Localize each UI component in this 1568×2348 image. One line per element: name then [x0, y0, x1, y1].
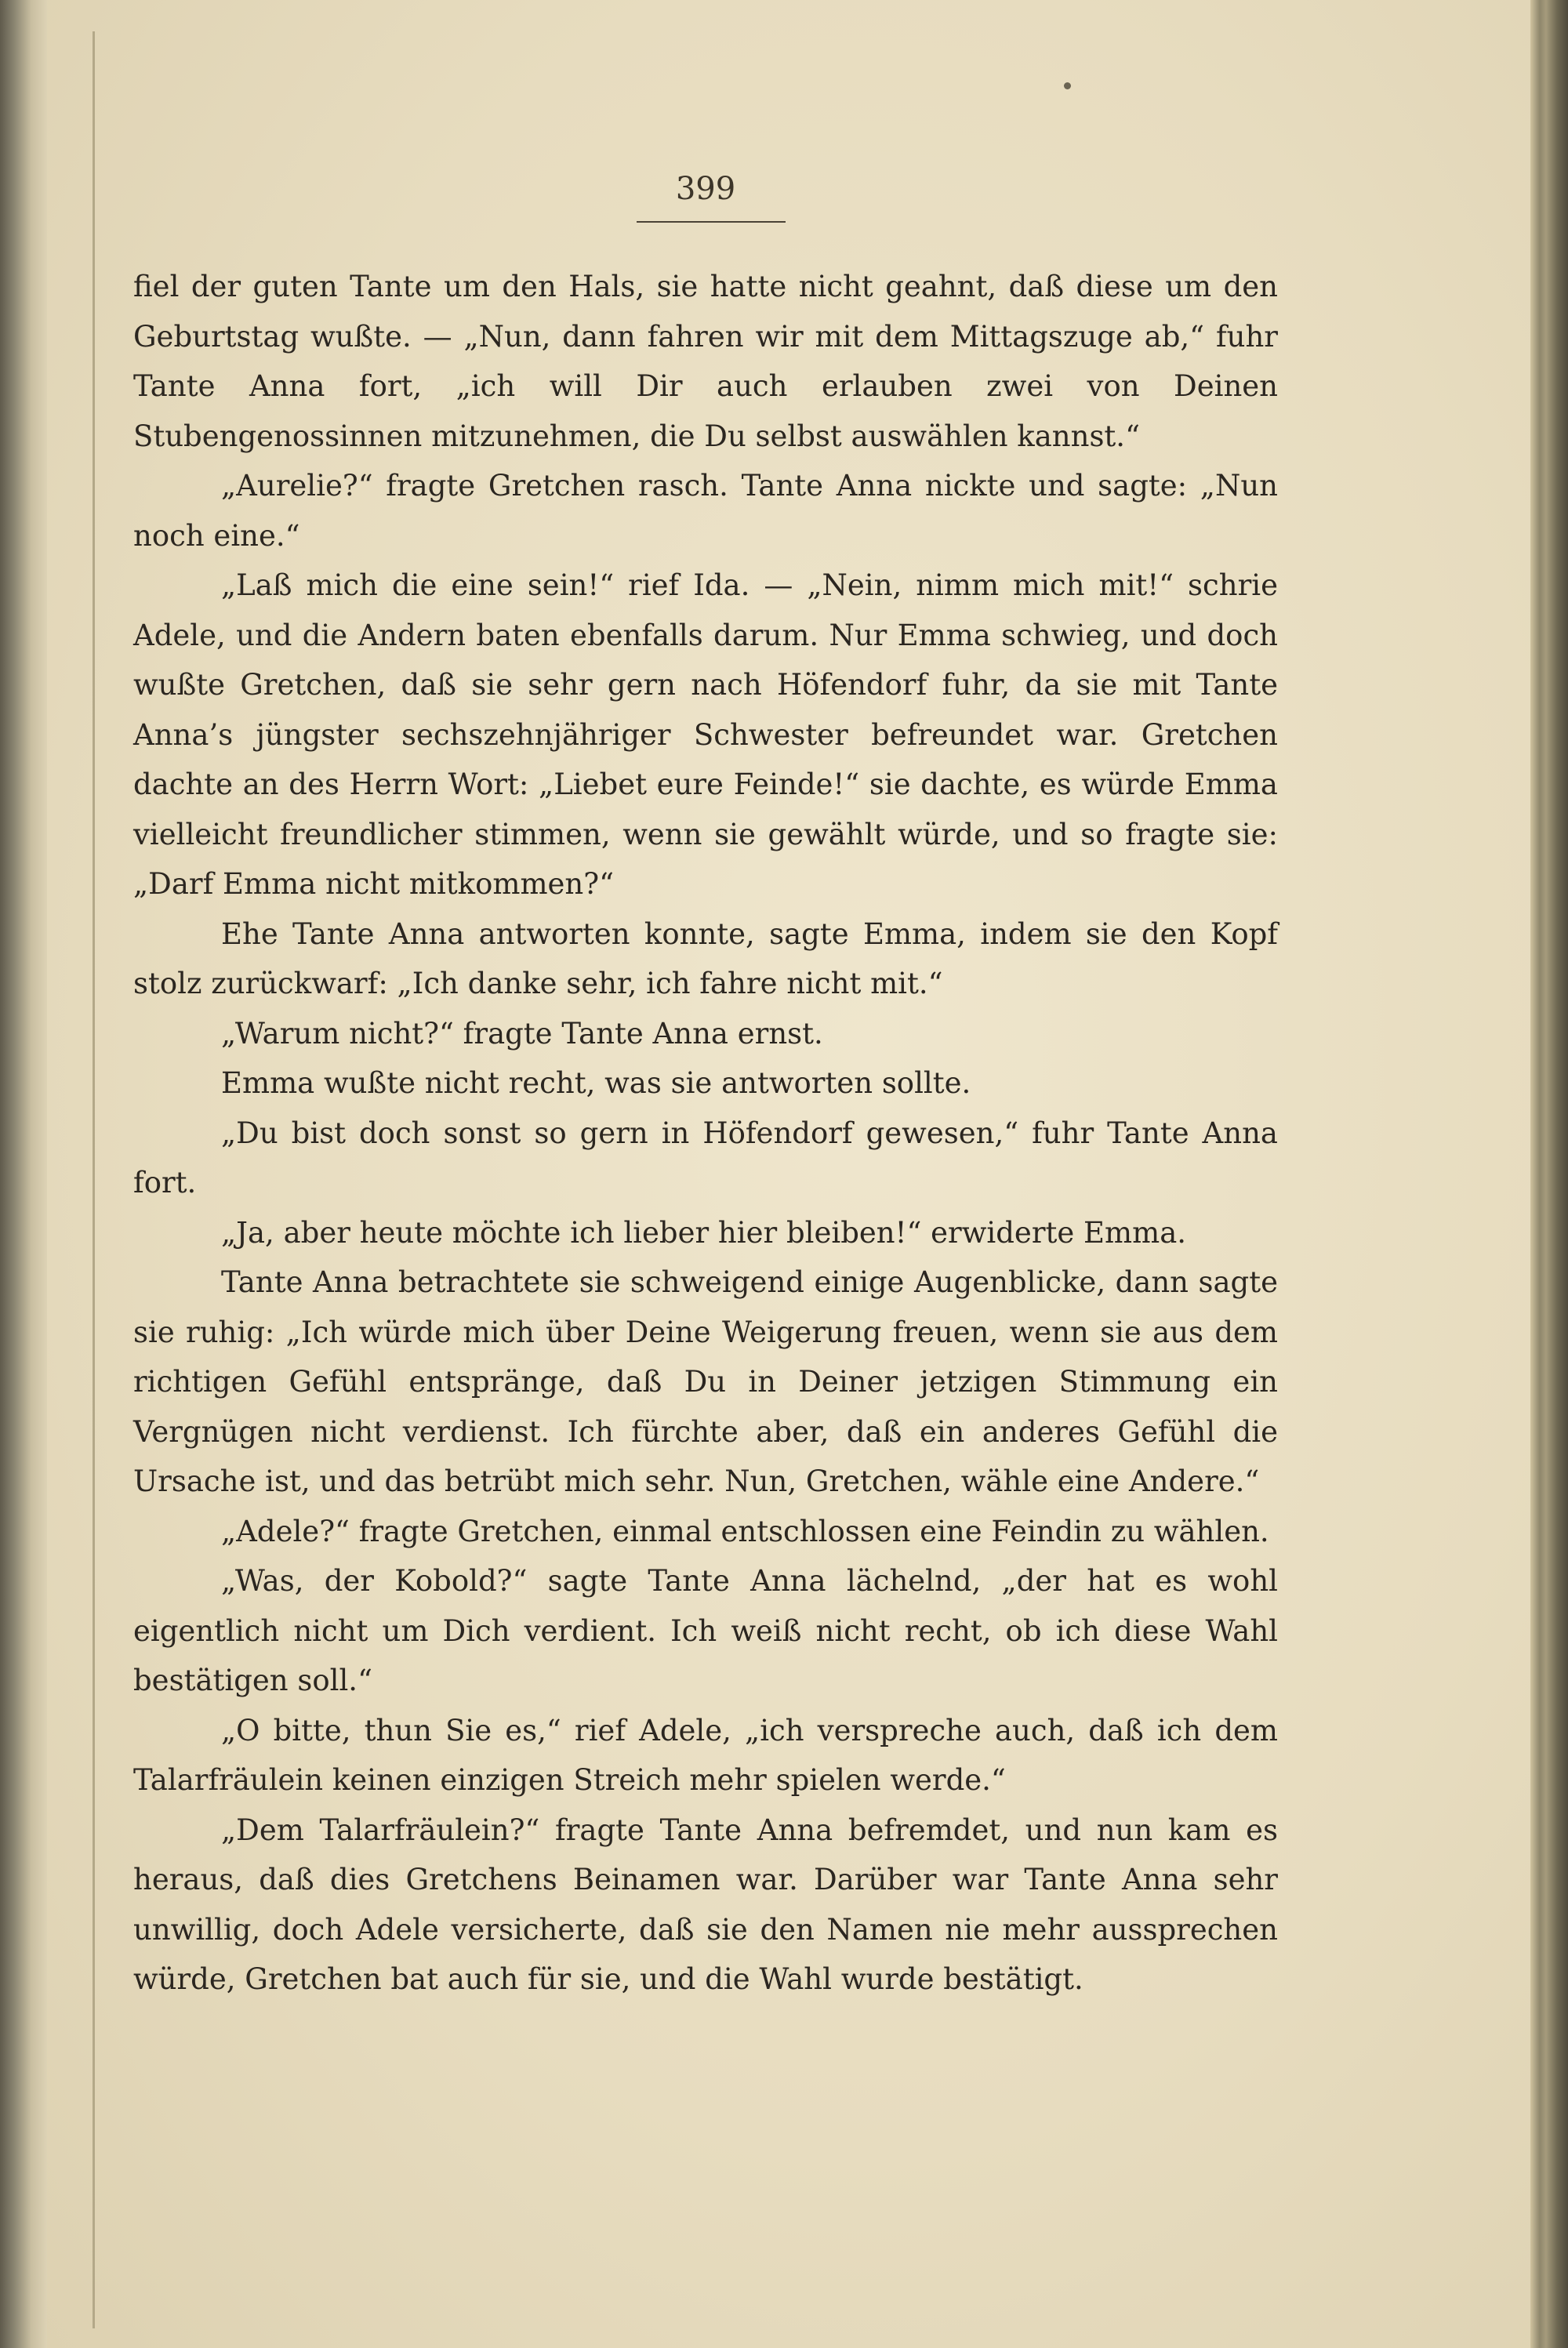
paragraph: „Du bist doch sonst so gern in Höfendorf gewesen,“ fuhr Tante Anna fort.: [133, 1116, 1278, 1199]
paper-fleck: [1064, 82, 1071, 89]
paragraph: Emma wußte nicht recht, was sie antworten sollte.: [221, 1066, 971, 1100]
paragraph: „Dem Talarfräulein?“ fragte Tante Anna befremdet, und nun kam es heraus, daß dies Gretchens Beinamen war. Darüber war Tante Anna sehr unwillig, doch Adele versicherte, daß sie den Namen nie mehr aussprechen würde, Gretchen bat auch für sie, und die Wahl wurde bestätigt.: [133, 1813, 1278, 1996]
book-binding: [0, 0, 47, 2348]
paragraph: „Warum nicht?“ fragte Tante Anna ernst.: [221, 1016, 823, 1051]
paragraph: „Ja, aber heute möchte ich lieber hier bleiben!“ erwiderte Emma.: [221, 1215, 1187, 1250]
paragraph: „Adele?“ fragte Gretchen, einmal entschlossen eine Feindin zu wählen.: [221, 1514, 1269, 1548]
paragraph: „Was, der Kobold?“ sagte Tante Anna lächelnd, „der hat es wohl eigentlich nicht um Dich verdient. Ich weiß nicht recht, ob ich diese Wahl bestätigen soll.“: [133, 1564, 1278, 1697]
page-number-rule: [637, 221, 786, 223]
paragraph: Ehe Tante Anna antworten konnte, sagte Emma, indem sie den Kopf stolz zurückwarf: „Ich danke sehr, ich fahre nicht mit.“: [133, 916, 1278, 1000]
paragraph: Tante Anna betrachtete sie schweigend einige Augenblicke, dann sagte sie ruhig: „Ich würde mich über Deine Weigerung freuen, wenn sie aus dem richtigen Gefühl entspränge, daß Du in Deiner jetzigen Stimmung ein Vergnügen nicht verdienst. Ich fürchte aber, daß ein anderes Gefühl die Ursache ist, und das betrübt mich sehr. Nun, Gretchen, wähle eine Andere.“: [133, 1265, 1278, 1498]
paragraph: „Laß mich die eine sein!“ rief Ida. — „Nein, nimm mich mit!“ schrie Adele, und die Andern baten ebenfalls darum. Nur Emma schwieg, und doch wußte Gretchen, daß sie sehr gern nach Höfendorf fuhr, da sie mit Tante Anna’s jüngster sechszehnjähriger Schwester befreundet war. Gretchen dachte an des Herrn Wort: „Liebet eure Feinde!“ sie dachte, es würde Emma vielleicht freundlicher stimmen, wenn sie gewählt würde, und so fragte sie: „Darf Emma nicht mitkommen?“: [133, 568, 1278, 901]
paragraph: „O bitte, thun Sie es,“ rief Adele, „ich verspreche auch, daß ich dem Talarfräulein keinen einzigen Streich mehr spielen werde.“: [133, 1713, 1278, 1797]
page-edge: [1530, 0, 1568, 2348]
body-text: [133, 262, 1278, 2005]
gutter-line: [93, 31, 95, 2328]
paragraph: „Aurelie?“ fragte Gretchen rasch. Tante Anna nickte und sagte: „Nun noch eine.“: [133, 469, 1278, 553]
paragraph: fiel der guten Tante um den Hals, sie hatte nicht geahnt, daß diese um den Geburtstag wußte. — „Nun, dann fahren wir mit dem Mittagszuge ab,“ fuhr Tante Anna fort, „ich will Dir auch erlauben zwei von Deinen Stubengenossinnen mitzunehmen, die Du selbst auswählen kannst.“: [133, 270, 1278, 453]
page-number: 399: [675, 171, 736, 207]
